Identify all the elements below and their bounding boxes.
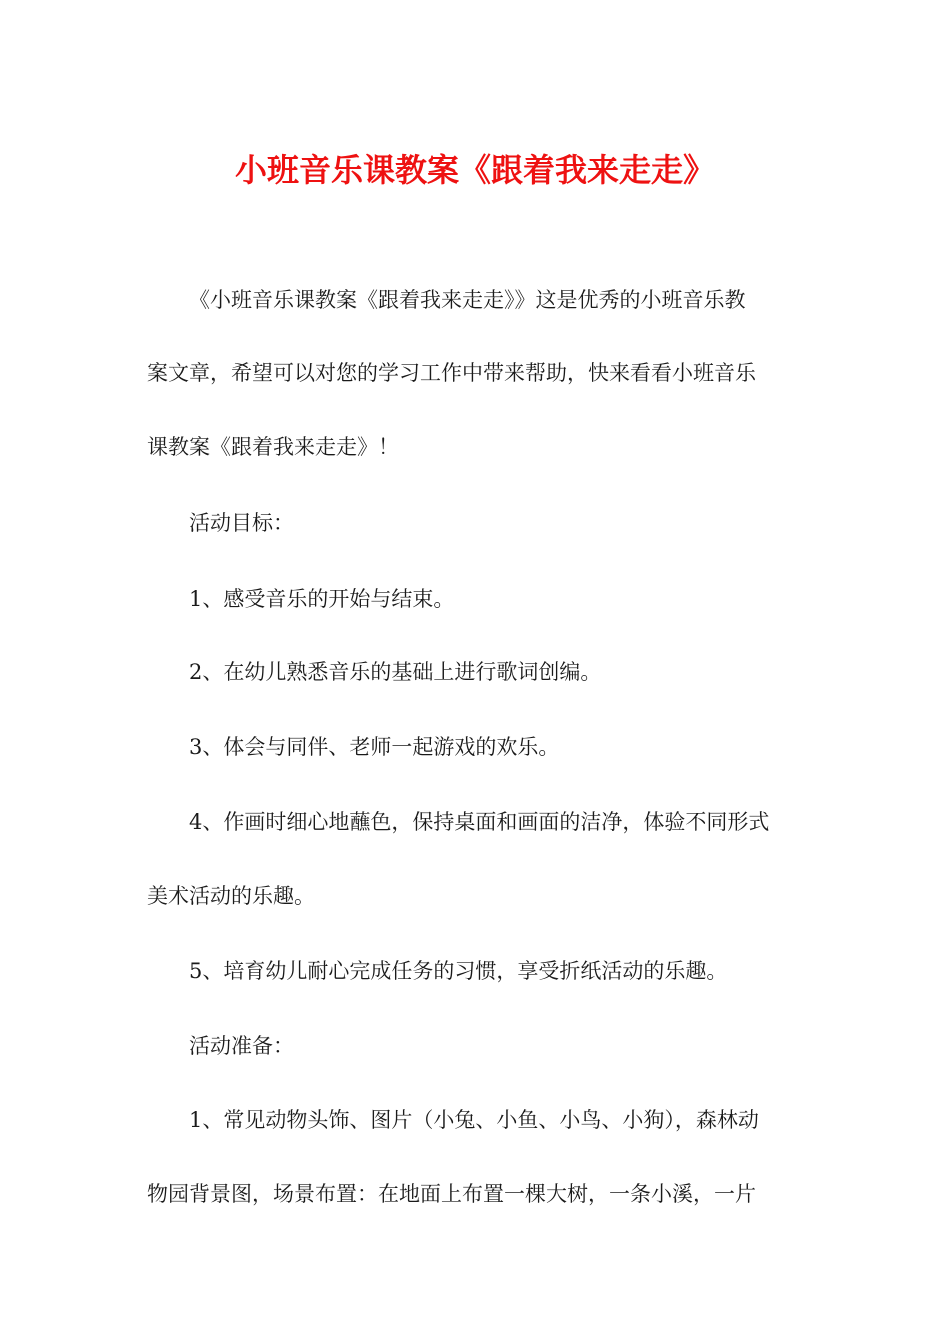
goal-item-4: 4、作画时细心地蘸色，保持桌面和画面的洁净，体验不同形式 — [189, 810, 770, 834]
goal-item-2: 2、在幼儿熟悉音乐的基础上进行歌词创编。 — [189, 660, 602, 684]
preparation-item-1-continued: 物园背景图，场景布置：在地面上布置一棵大树，一条小溪，一片 — [147, 1182, 756, 1206]
section-heading-preparation: 活动准备： — [189, 1034, 294, 1058]
intro-line-2: 案文章，希望可以对您的学习工作中带来帮助，快来看看小班音乐 — [147, 361, 756, 385]
preparation-item-1: 1、常见动物头饰、图片（小兔、小鱼、小鸟、小狗），森林动 — [189, 1108, 759, 1132]
document-title: 小班音乐课教案《跟着我来走走》 — [234, 151, 715, 189]
section-heading-goals: 活动目标： — [189, 511, 294, 535]
intro-line-1: 《小班音乐课教案《跟着我来走走》》这是优秀的小班音乐教 — [189, 288, 746, 312]
intro-line-3: 课教案《跟着我来走走》！ — [147, 435, 399, 459]
goal-item-1: 1、感受音乐的开始与结束。 — [189, 587, 455, 611]
goal-item-5: 5、培育幼儿耐心完成任务的习惯，享受折纸活动的乐趣。 — [189, 959, 728, 983]
goal-item-4-continued: 美术活动的乐趣。 — [147, 884, 315, 908]
goal-item-3: 3、体会与同伴、老师一起游戏的欢乐。 — [189, 735, 560, 759]
